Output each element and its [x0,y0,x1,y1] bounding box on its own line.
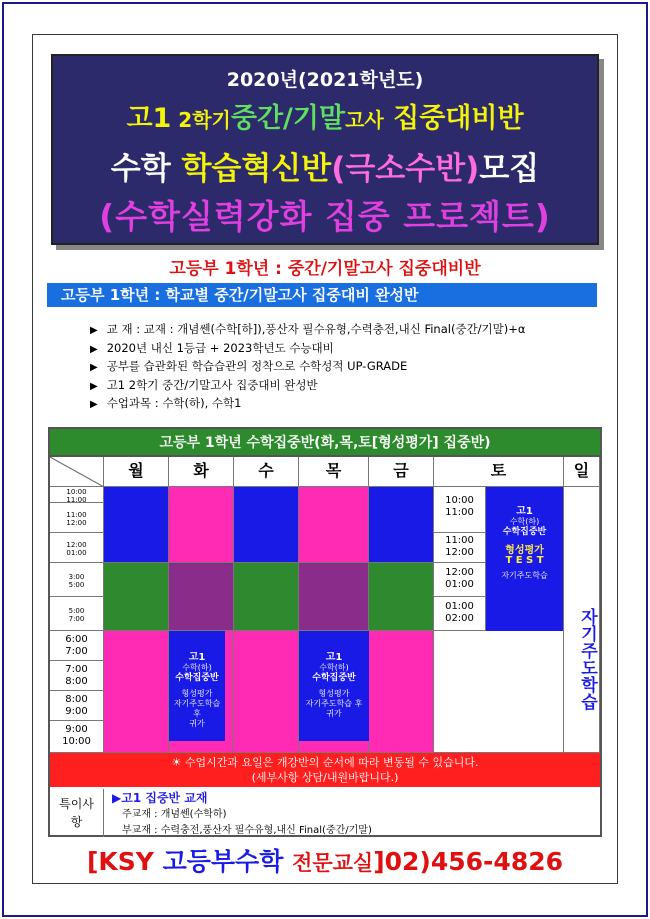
header-grade: 고1 [126,103,172,134]
footer-class: 전문교실 [292,851,374,875]
sat-time: 12:00 01:00 [434,563,486,597]
box-study: 자기주도학습 [501,571,548,580]
box-class: 수학집중반 [502,527,547,537]
bullet-text: 2020년 내신 1등급 + 2023학년도 수능대비 [106,340,334,355]
bullet-item [90,339,525,358]
bullet-item [90,394,525,413]
notice-line1: ☀ 수업시간과 요일은 개강반의 순서에 따라 변동될 수 있습니다. [171,756,479,769]
slot-wed-am [234,487,299,563]
header-banner [51,54,599,245]
notice-line2: (세부사항 상담/내원바랍니다.) [251,771,399,784]
slot-fri-am [369,487,434,563]
header-intensive: 집중대비반 [383,103,524,134]
time-label: 12:00 01:00 [50,533,104,563]
slot-fri-eve [369,631,434,753]
box-home: 귀가 [189,719,205,728]
slot-sat-eve [434,631,564,753]
footer-brand: [KSY [86,847,163,876]
bullet-text: 수업과목 : 수학(하), 수학1 [106,396,242,411]
sunday-column [564,487,600,753]
subtitle: 고등부 1학년 : 중간/기말고사 집중대비반 [169,259,481,279]
header-year: 2020년(2021학년도) [226,69,424,91]
bullet-item [90,320,525,339]
day-sat: 토 [434,457,564,487]
time-label: 3:00 5:00 [50,563,104,597]
header-line3 [53,143,597,188]
day-wed: 수 [234,457,299,487]
header-semester: 2학기 [171,108,231,132]
sat-time: 10:00 11:00 [434,487,486,533]
header-small-class: (극소수반) [331,151,480,187]
box-test: 형성평가 [181,689,213,698]
box-class: 수학집중반 [312,673,356,683]
diagonal-icon [50,457,104,487]
day-tue: 화 [169,457,234,487]
slot-mon-pm [104,563,169,631]
bullet-item [90,376,525,395]
bullet-text: 고1 2학기 중간/기말고사 집중대비 완성반 [106,377,318,392]
box-grade: 고1 [325,652,343,663]
bullet-item [90,357,525,376]
notes-section [50,789,600,837]
day-fri: 금 [369,457,434,487]
header-exam: 중간/기말 [230,103,346,134]
box-home: 귀가 [326,709,342,718]
slot-tue-pm [169,563,234,631]
notice-box [50,753,600,787]
day-thu: 목 [299,457,369,487]
sat-time: 01:00 02:00 [434,597,486,631]
header-recruit: 모집 [479,151,540,187]
slot-mon-am [104,487,169,563]
footer-phone: ]02)456-4826 [373,847,564,876]
slot-tue-am [169,487,234,563]
time-label: 5:00 7:00 [50,597,104,631]
bullet-text: 공부를 습관화된 학습습관의 정착으로 수학성적 UP-GRADE [106,359,408,374]
day-mon: 월 [104,457,169,487]
time-label: 10:00 11:00 [50,487,104,503]
box-grade: 고1 [188,652,206,663]
header-innovation: 학습혁신반 [181,151,332,187]
notes-main: 주교재 : 개념쎈(수학하) [122,809,227,820]
box-test: 형성평가 [505,545,544,556]
footer-contact [0,842,650,878]
tue-class-box [169,631,225,741]
day-sun: 일 [564,457,600,487]
time-label: 6:00 7:00 [50,631,104,661]
footer-school: 고등부수학 [162,847,293,876]
box-subject: 수학(하) [319,663,349,672]
notes-title: ▶고1 집중반 교재 [112,791,208,805]
slot-thu-pm [299,563,369,631]
box-class: 수학집중반 [175,673,219,683]
slot-fri-pm [369,563,434,631]
thu-class-box [299,631,369,741]
timetable [48,427,602,837]
notes-sub: 부교재 : 수력충전,풍산자 필수유형,내신 Final(중간/기말) [122,825,372,836]
bullet-text: 교 재 : 교재 : 개념쎈(수학[하]),풍산자 필수유형,수력충전,내신 Final(중간/기말)+α [106,322,526,336]
box-study: 자기주도학습 후 [305,699,363,708]
bullet-arrow-icon: ▶ [90,343,98,355]
slot-mon-eve [104,631,169,753]
notes-label: 특이사항 [50,789,104,837]
time-label: 11:00 12:00 [50,503,104,533]
header-math: 수학 [110,151,182,187]
slot-thu-am [299,487,369,563]
timetable-title: 고등부 1학년 수학집중반(화,목,토[형성평가] 집중반) [50,429,600,457]
corner-cell [50,457,104,487]
box-study: 자기주도학습 후 [173,699,221,718]
time-label: 7:00 8:00 [50,661,104,691]
box-test: 형성평가 [318,689,350,698]
bullet-list [90,320,525,413]
bullet-arrow-icon: ▶ [90,325,98,336]
header-exam-suffix: 고사 [345,108,384,132]
header-line2 [53,96,597,135]
sunday-self-study: 자기주도학습 [577,608,597,710]
box-test-en: T E S T [505,555,544,566]
sat-class-box [486,487,564,631]
sat-time: 11:00 12:00 [434,533,486,563]
slot-wed-eve [234,631,299,753]
box-subject: 수학(하) [182,663,212,672]
box-grade: 고1 [516,506,533,517]
bullet-arrow-icon: ▶ [90,362,98,374]
slot-wed-pm [234,563,299,631]
header-project: (수학실력강화 집중 프로젝트) [99,197,551,236]
bullet-arrow-icon: ▶ [90,380,98,392]
blue-bar-heading: 고등부 1학년 : 학교별 중간/기말고사 집중대비 완성반 [47,283,597,307]
bullet-arrow-icon: ▶ [90,399,98,411]
time-label: 9:00 10:00 [50,721,104,753]
box-subject: 수학(하) [509,517,540,526]
time-label: 8:00 9:00 [50,691,104,721]
